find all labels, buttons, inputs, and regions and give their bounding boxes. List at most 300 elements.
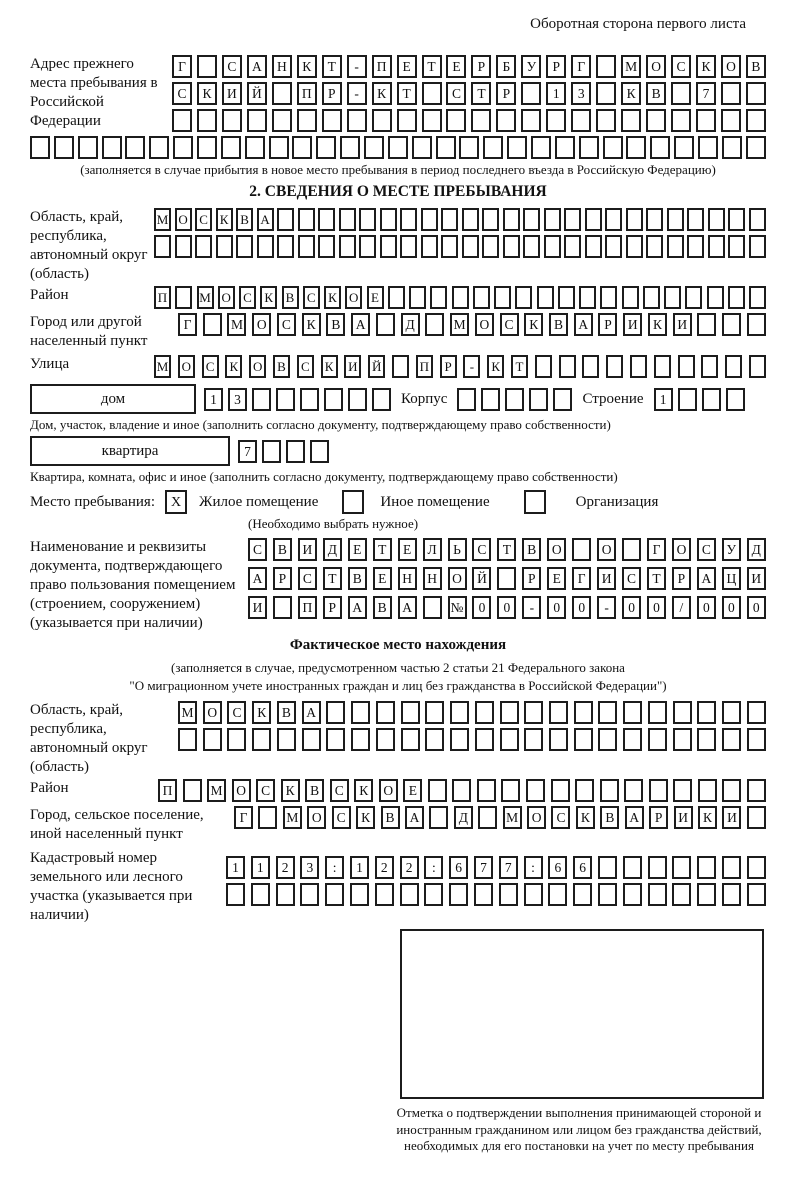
char-box[interactable]: А bbox=[405, 806, 424, 829]
char-box[interactable] bbox=[707, 286, 724, 309]
char-box[interactable]: О bbox=[597, 538, 616, 561]
char-box[interactable] bbox=[574, 701, 593, 724]
char-box[interactable] bbox=[697, 728, 716, 751]
char-box[interactable] bbox=[537, 286, 554, 309]
char-box[interactable] bbox=[459, 136, 479, 159]
char-box[interactable] bbox=[643, 286, 660, 309]
char-box[interactable]: Е bbox=[446, 55, 466, 78]
char-box[interactable] bbox=[571, 109, 591, 132]
char-box[interactable]: С bbox=[671, 55, 691, 78]
char-box[interactable] bbox=[441, 235, 458, 258]
char-box[interactable] bbox=[421, 208, 438, 231]
char-box[interactable] bbox=[197, 55, 217, 78]
char-box[interactable]: Г bbox=[647, 538, 666, 561]
char-box[interactable] bbox=[672, 856, 691, 879]
char-box[interactable] bbox=[412, 136, 432, 159]
char-box[interactable]: Т bbox=[511, 355, 528, 378]
char-box[interactable] bbox=[388, 286, 405, 309]
char-box[interactable]: Д bbox=[454, 806, 473, 829]
char-box[interactable] bbox=[475, 701, 494, 724]
char-box[interactable] bbox=[175, 235, 192, 258]
char-box[interactable]: Р bbox=[522, 567, 541, 590]
char-box[interactable] bbox=[446, 109, 466, 132]
char-box[interactable] bbox=[149, 136, 169, 159]
char-box[interactable] bbox=[596, 55, 616, 78]
char-box[interactable] bbox=[302, 728, 321, 751]
char-box[interactable]: О bbox=[307, 806, 326, 829]
char-box[interactable] bbox=[650, 136, 670, 159]
char-box[interactable] bbox=[529, 388, 548, 411]
checkbox-inoe[interactable] bbox=[342, 490, 364, 514]
char-box[interactable]: № bbox=[448, 596, 467, 619]
char-box[interactable] bbox=[600, 286, 617, 309]
char-box[interactable] bbox=[646, 235, 663, 258]
char-box[interactable]: И bbox=[344, 355, 361, 378]
char-box[interactable] bbox=[551, 779, 570, 802]
char-box[interactable] bbox=[326, 728, 345, 751]
char-box[interactable]: М bbox=[450, 313, 469, 336]
char-box[interactable]: П bbox=[416, 355, 433, 378]
char-box[interactable]: И bbox=[674, 806, 693, 829]
char-box[interactable] bbox=[555, 136, 575, 159]
stamp-area[interactable] bbox=[400, 929, 764, 1099]
char-box[interactable] bbox=[749, 286, 766, 309]
char-box[interactable]: П bbox=[297, 82, 317, 105]
char-box[interactable]: / bbox=[672, 596, 691, 619]
char-box[interactable] bbox=[197, 136, 217, 159]
char-box[interactable]: К bbox=[302, 313, 321, 336]
char-box[interactable]: 0 bbox=[722, 596, 741, 619]
char-box[interactable] bbox=[425, 728, 444, 751]
char-box[interactable] bbox=[722, 883, 741, 906]
char-box[interactable] bbox=[697, 313, 716, 336]
char-box[interactable] bbox=[216, 235, 233, 258]
char-box[interactable]: Е bbox=[397, 55, 417, 78]
char-box[interactable] bbox=[667, 208, 684, 231]
char-box[interactable] bbox=[436, 136, 456, 159]
char-box[interactable] bbox=[531, 136, 551, 159]
char-box[interactable]: 3 bbox=[571, 82, 591, 105]
char-box[interactable]: А bbox=[625, 806, 644, 829]
char-box[interactable]: : bbox=[325, 856, 344, 879]
char-box[interactable]: Т bbox=[471, 82, 491, 105]
char-box[interactable] bbox=[364, 136, 384, 159]
char-box[interactable] bbox=[726, 388, 745, 411]
char-box[interactable] bbox=[524, 701, 543, 724]
char-box[interactable]: К bbox=[197, 82, 217, 105]
char-box[interactable]: 2 bbox=[375, 856, 394, 879]
char-box[interactable]: О bbox=[672, 538, 691, 561]
char-box[interactable] bbox=[257, 235, 274, 258]
char-box[interactable] bbox=[474, 883, 493, 906]
char-box[interactable]: С bbox=[297, 355, 314, 378]
char-box[interactable] bbox=[195, 235, 212, 258]
char-box[interactable]: В bbox=[381, 806, 400, 829]
char-box[interactable]: М bbox=[207, 779, 226, 802]
char-box[interactable] bbox=[648, 701, 667, 724]
char-box[interactable]: К bbox=[621, 82, 641, 105]
char-box[interactable] bbox=[376, 728, 395, 751]
char-box[interactable]: 1 bbox=[546, 82, 566, 105]
char-box[interactable] bbox=[392, 355, 409, 378]
char-box[interactable] bbox=[697, 701, 716, 724]
char-box[interactable]: Г bbox=[571, 55, 591, 78]
char-box[interactable] bbox=[698, 136, 718, 159]
char-box[interactable] bbox=[678, 355, 695, 378]
char-box[interactable] bbox=[605, 235, 622, 258]
char-box[interactable]: Г bbox=[572, 567, 591, 590]
char-box[interactable]: Н bbox=[423, 567, 442, 590]
char-box[interactable]: 6 bbox=[449, 856, 468, 879]
char-box[interactable]: А bbox=[348, 596, 367, 619]
char-box[interactable]: 7 bbox=[238, 440, 257, 463]
char-box[interactable] bbox=[462, 208, 479, 231]
char-box[interactable] bbox=[747, 701, 766, 724]
char-box[interactable]: О bbox=[379, 779, 398, 802]
char-box[interactable] bbox=[515, 286, 532, 309]
char-box[interactable]: Т bbox=[497, 538, 516, 561]
char-box[interactable] bbox=[227, 728, 246, 751]
char-box[interactable]: М bbox=[283, 806, 302, 829]
char-box[interactable]: 1 bbox=[654, 388, 673, 411]
char-box[interactable]: С bbox=[622, 567, 641, 590]
char-box[interactable] bbox=[494, 286, 511, 309]
char-box[interactable]: Р bbox=[323, 596, 342, 619]
char-box[interactable]: С bbox=[172, 82, 192, 105]
char-box[interactable] bbox=[425, 313, 444, 336]
char-box[interactable]: 0 bbox=[697, 596, 716, 619]
char-box[interactable]: Р bbox=[496, 82, 516, 105]
char-box[interactable]: О bbox=[527, 806, 546, 829]
char-box[interactable] bbox=[648, 728, 667, 751]
char-box[interactable] bbox=[598, 883, 617, 906]
char-box[interactable]: С bbox=[303, 286, 320, 309]
char-box[interactable]: К bbox=[281, 779, 300, 802]
char-box[interactable] bbox=[351, 728, 370, 751]
char-box[interactable] bbox=[596, 109, 616, 132]
char-box[interactable]: А bbox=[302, 701, 321, 724]
char-box[interactable]: И bbox=[673, 313, 692, 336]
char-box[interactable] bbox=[579, 286, 596, 309]
char-box[interactable]: С bbox=[697, 538, 716, 561]
char-box[interactable] bbox=[671, 109, 691, 132]
char-box[interactable] bbox=[582, 355, 599, 378]
char-box[interactable] bbox=[708, 208, 725, 231]
char-box[interactable] bbox=[546, 109, 566, 132]
char-box[interactable] bbox=[500, 701, 519, 724]
char-box[interactable] bbox=[673, 701, 692, 724]
char-box[interactable] bbox=[462, 235, 479, 258]
char-box[interactable] bbox=[380, 235, 397, 258]
char-box[interactable]: В bbox=[600, 806, 619, 829]
char-box[interactable]: Г bbox=[178, 313, 197, 336]
char-box[interactable]: 2 bbox=[276, 856, 295, 879]
char-box[interactable]: Б bbox=[496, 55, 516, 78]
char-box[interactable]: 0 bbox=[572, 596, 591, 619]
char-box[interactable]: В bbox=[348, 567, 367, 590]
char-box[interactable] bbox=[630, 355, 647, 378]
char-box[interactable] bbox=[697, 856, 716, 879]
char-box[interactable]: Г bbox=[172, 55, 192, 78]
char-box[interactable] bbox=[422, 82, 442, 105]
char-box[interactable]: К bbox=[698, 806, 717, 829]
char-box[interactable] bbox=[721, 82, 741, 105]
char-box[interactable]: 0 bbox=[472, 596, 491, 619]
char-box[interactable]: Л bbox=[423, 538, 442, 561]
char-box[interactable]: М bbox=[227, 313, 246, 336]
checkbox-zhiloe[interactable]: X bbox=[165, 490, 187, 514]
char-box[interactable]: К bbox=[354, 779, 373, 802]
char-box[interactable]: 7 bbox=[474, 856, 493, 879]
char-box[interactable] bbox=[359, 235, 376, 258]
char-box[interactable]: В bbox=[273, 355, 290, 378]
char-box[interactable]: К bbox=[216, 208, 233, 231]
char-box[interactable] bbox=[747, 806, 766, 829]
char-box[interactable]: С bbox=[239, 286, 256, 309]
char-box[interactable] bbox=[596, 82, 616, 105]
char-box[interactable]: К bbox=[696, 55, 716, 78]
char-box[interactable] bbox=[203, 728, 222, 751]
char-box[interactable] bbox=[701, 355, 718, 378]
char-box[interactable] bbox=[326, 701, 345, 724]
char-box[interactable] bbox=[747, 728, 766, 751]
char-box[interactable]: 1 bbox=[204, 388, 223, 411]
char-box[interactable] bbox=[457, 388, 476, 411]
char-box[interactable] bbox=[572, 538, 591, 561]
char-box[interactable] bbox=[348, 388, 367, 411]
char-box[interactable]: М bbox=[621, 55, 641, 78]
char-box[interactable] bbox=[598, 701, 617, 724]
char-box[interactable]: В bbox=[373, 596, 392, 619]
char-box[interactable]: А bbox=[398, 596, 417, 619]
char-box[interactable]: А bbox=[351, 313, 370, 336]
char-box[interactable] bbox=[503, 235, 520, 258]
char-box[interactable] bbox=[428, 779, 447, 802]
char-box[interactable]: М bbox=[503, 806, 522, 829]
char-box[interactable] bbox=[524, 883, 543, 906]
char-box[interactable]: С bbox=[332, 806, 351, 829]
char-box[interactable] bbox=[318, 208, 335, 231]
char-box[interactable]: - bbox=[347, 82, 367, 105]
char-box[interactable] bbox=[672, 883, 691, 906]
char-box[interactable]: Е bbox=[398, 538, 417, 561]
char-box[interactable]: В bbox=[305, 779, 324, 802]
char-box[interactable] bbox=[678, 388, 697, 411]
char-box[interactable] bbox=[708, 235, 725, 258]
char-box[interactable] bbox=[648, 883, 667, 906]
char-box[interactable] bbox=[646, 109, 666, 132]
char-box[interactable]: О bbox=[721, 55, 741, 78]
char-box[interactable] bbox=[496, 109, 516, 132]
char-box[interactable]: О bbox=[175, 208, 192, 231]
char-box[interactable] bbox=[483, 136, 503, 159]
char-box[interactable] bbox=[203, 313, 222, 336]
char-box[interactable]: П bbox=[372, 55, 392, 78]
char-box[interactable]: К bbox=[356, 806, 375, 829]
char-box[interactable]: О bbox=[203, 701, 222, 724]
char-box[interactable] bbox=[626, 208, 643, 231]
char-box[interactable]: Р bbox=[672, 567, 691, 590]
char-box[interactable]: П bbox=[298, 596, 317, 619]
char-box[interactable]: И bbox=[248, 596, 267, 619]
char-box[interactable]: А bbox=[697, 567, 716, 590]
char-box[interactable]: Ь bbox=[448, 538, 467, 561]
char-box[interactable] bbox=[524, 728, 543, 751]
char-box[interactable]: Е bbox=[373, 567, 392, 590]
char-box[interactable] bbox=[325, 883, 344, 906]
char-box[interactable] bbox=[300, 388, 319, 411]
char-box[interactable] bbox=[277, 235, 294, 258]
char-box[interactable]: О bbox=[249, 355, 266, 378]
char-box[interactable]: 6 bbox=[548, 856, 567, 879]
char-box[interactable] bbox=[564, 208, 581, 231]
char-box[interactable] bbox=[322, 109, 342, 132]
char-box[interactable]: 3 bbox=[228, 388, 247, 411]
char-box[interactable]: Т bbox=[323, 567, 342, 590]
char-box[interactable] bbox=[450, 701, 469, 724]
char-box[interactable] bbox=[252, 728, 271, 751]
char-box[interactable] bbox=[450, 728, 469, 751]
char-box[interactable]: Д bbox=[323, 538, 342, 561]
char-box[interactable] bbox=[728, 286, 745, 309]
char-box[interactable] bbox=[262, 440, 281, 463]
char-box[interactable]: А bbox=[248, 567, 267, 590]
char-box[interactable]: Й bbox=[368, 355, 385, 378]
char-box[interactable]: Т bbox=[397, 82, 417, 105]
char-box[interactable] bbox=[125, 136, 145, 159]
char-box[interactable] bbox=[400, 235, 417, 258]
char-box[interactable] bbox=[452, 286, 469, 309]
char-box[interactable]: К bbox=[487, 355, 504, 378]
char-box[interactable] bbox=[245, 136, 265, 159]
char-box[interactable]: Т bbox=[647, 567, 666, 590]
char-box[interactable]: А bbox=[257, 208, 274, 231]
char-box[interactable] bbox=[297, 109, 317, 132]
char-box[interactable] bbox=[272, 82, 292, 105]
char-box[interactable] bbox=[523, 235, 540, 258]
char-box[interactable] bbox=[654, 355, 671, 378]
char-box[interactable] bbox=[687, 208, 704, 231]
char-box[interactable] bbox=[421, 235, 438, 258]
char-box[interactable] bbox=[269, 136, 289, 159]
char-box[interactable] bbox=[292, 136, 312, 159]
char-box[interactable]: В bbox=[236, 208, 253, 231]
char-box[interactable]: С bbox=[472, 538, 491, 561]
char-box[interactable] bbox=[499, 883, 518, 906]
char-box[interactable] bbox=[505, 388, 524, 411]
char-box[interactable]: К bbox=[524, 313, 543, 336]
char-box[interactable] bbox=[286, 440, 305, 463]
char-box[interactable] bbox=[621, 109, 641, 132]
char-box[interactable]: П bbox=[158, 779, 177, 802]
char-box[interactable] bbox=[102, 136, 122, 159]
char-box[interactable]: В bbox=[282, 286, 299, 309]
char-box[interactable] bbox=[372, 109, 392, 132]
char-box[interactable]: Р bbox=[322, 82, 342, 105]
char-box[interactable]: И bbox=[222, 82, 242, 105]
char-box[interactable] bbox=[222, 109, 242, 132]
char-box[interactable]: 0 bbox=[647, 596, 666, 619]
char-box[interactable] bbox=[272, 109, 292, 132]
char-box[interactable] bbox=[685, 286, 702, 309]
char-box[interactable] bbox=[623, 883, 642, 906]
char-box[interactable] bbox=[441, 208, 458, 231]
char-box[interactable] bbox=[376, 313, 395, 336]
char-box[interactable] bbox=[251, 883, 270, 906]
char-box[interactable]: В bbox=[522, 538, 541, 561]
char-box[interactable] bbox=[507, 136, 527, 159]
char-box[interactable] bbox=[316, 136, 336, 159]
char-box[interactable] bbox=[471, 109, 491, 132]
checkbox-organizatsiya[interactable] bbox=[524, 490, 546, 514]
char-box[interactable]: 0 bbox=[497, 596, 516, 619]
char-box[interactable] bbox=[728, 235, 745, 258]
char-box[interactable] bbox=[671, 82, 691, 105]
char-box[interactable] bbox=[598, 728, 617, 751]
char-box[interactable] bbox=[475, 728, 494, 751]
char-box[interactable] bbox=[573, 883, 592, 906]
char-box[interactable] bbox=[626, 136, 646, 159]
char-box[interactable] bbox=[747, 883, 766, 906]
char-box[interactable] bbox=[236, 235, 253, 258]
char-box[interactable] bbox=[725, 355, 742, 378]
char-box[interactable] bbox=[558, 286, 575, 309]
char-box[interactable] bbox=[247, 109, 267, 132]
char-box[interactable]: 0 bbox=[547, 596, 566, 619]
char-box[interactable] bbox=[548, 883, 567, 906]
char-box[interactable]: - bbox=[463, 355, 480, 378]
char-box[interactable] bbox=[175, 286, 192, 309]
char-box[interactable]: 0 bbox=[747, 596, 766, 619]
char-box[interactable]: 0 bbox=[622, 596, 641, 619]
char-box[interactable] bbox=[585, 235, 602, 258]
char-box[interactable] bbox=[747, 313, 766, 336]
char-box[interactable]: Д bbox=[747, 538, 766, 561]
char-box[interactable]: 3 bbox=[300, 856, 319, 879]
kvartira-field-box[interactable]: квартира bbox=[30, 436, 230, 466]
char-box[interactable] bbox=[649, 779, 668, 802]
char-box[interactable] bbox=[273, 596, 292, 619]
char-box[interactable] bbox=[375, 883, 394, 906]
char-box[interactable]: Н bbox=[398, 567, 417, 590]
char-box[interactable] bbox=[482, 235, 499, 258]
char-box[interactable]: С bbox=[248, 538, 267, 561]
char-box[interactable] bbox=[648, 856, 667, 879]
char-box[interactable] bbox=[422, 109, 442, 132]
char-box[interactable]: К bbox=[576, 806, 595, 829]
char-box[interactable]: С bbox=[500, 313, 519, 336]
char-box[interactable]: К bbox=[324, 286, 341, 309]
char-box[interactable] bbox=[747, 779, 766, 802]
char-box[interactable] bbox=[376, 701, 395, 724]
char-box[interactable]: : bbox=[524, 856, 543, 879]
char-box[interactable] bbox=[728, 208, 745, 231]
char-box[interactable]: М bbox=[178, 701, 197, 724]
char-box[interactable]: К bbox=[252, 701, 271, 724]
char-box[interactable] bbox=[452, 779, 471, 802]
char-box[interactable]: С bbox=[446, 82, 466, 105]
char-box[interactable] bbox=[154, 235, 171, 258]
char-box[interactable] bbox=[667, 235, 684, 258]
char-box[interactable]: С bbox=[256, 779, 275, 802]
char-box[interactable] bbox=[746, 109, 766, 132]
char-box[interactable]: С bbox=[195, 208, 212, 231]
char-box[interactable]: Т bbox=[373, 538, 392, 561]
char-box[interactable]: К bbox=[648, 313, 667, 336]
char-box[interactable] bbox=[622, 286, 639, 309]
char-box[interactable] bbox=[623, 728, 642, 751]
char-box[interactable] bbox=[482, 208, 499, 231]
